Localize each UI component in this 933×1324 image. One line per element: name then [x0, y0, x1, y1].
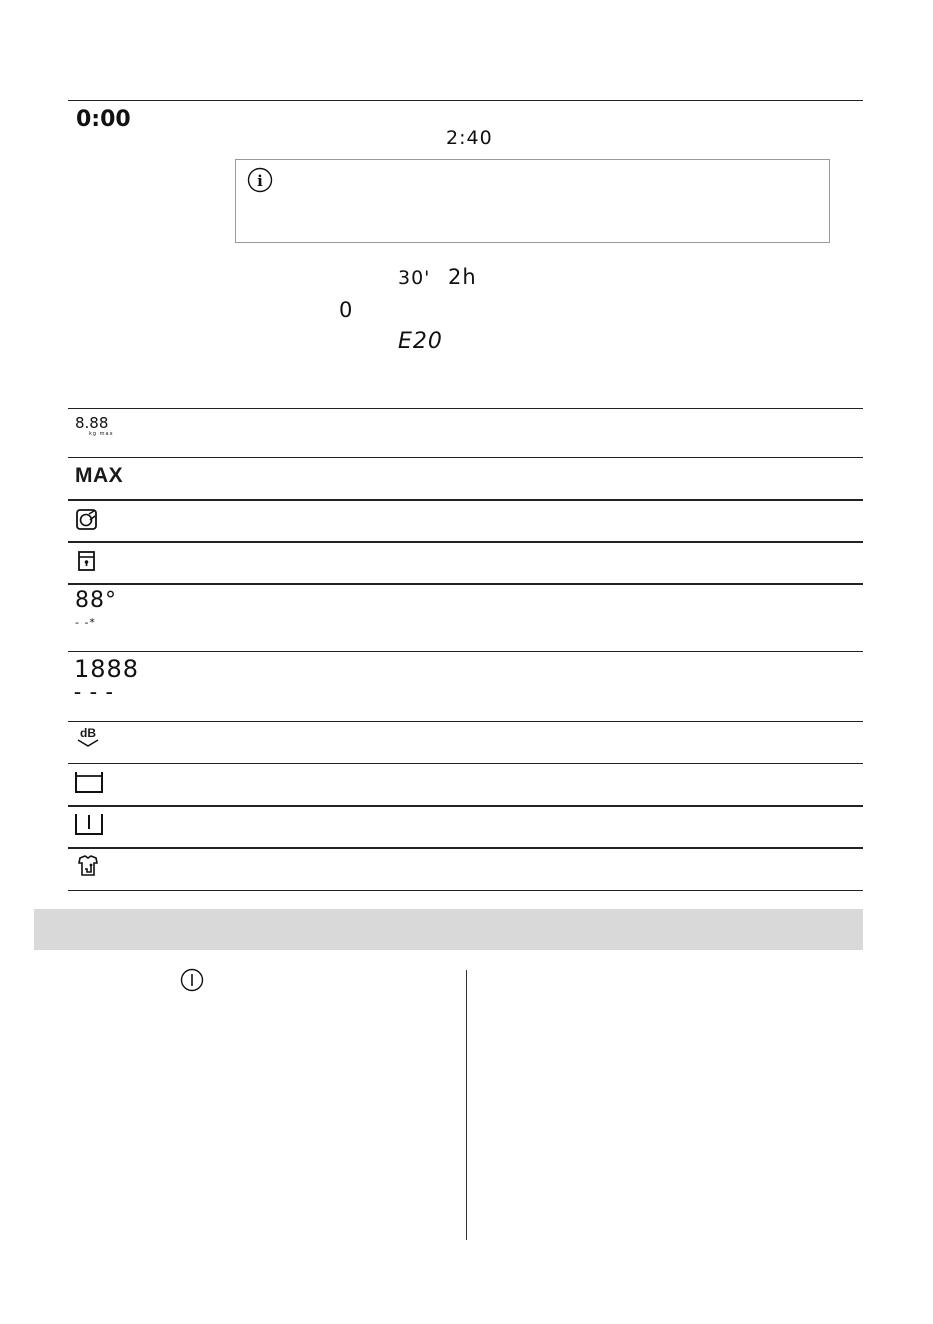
delay-min-symbol: 30' [398, 267, 431, 289]
row-rule-6 [68, 651, 863, 652]
error-code-symbol: E20 [398, 329, 443, 354]
drum-icon [74, 770, 104, 798]
column-divider [466, 970, 467, 1240]
load-display-symbol [75, 414, 114, 437]
rinse-icon [74, 812, 104, 840]
row-rule-5 [68, 583, 863, 585]
load-sub: kg max [89, 431, 114, 437]
row-rule-7 [68, 721, 863, 722]
row-rule-8 [68, 763, 863, 764]
row-rule-11 [68, 890, 863, 891]
row-rule-2 [68, 457, 863, 458]
time-display-symbol: 0:00 [76, 107, 131, 132]
row-rule-1 [68, 408, 863, 409]
zero-symbol: 0 [339, 298, 354, 322]
shirt-icon [76, 854, 100, 882]
power-icon [180, 968, 204, 996]
delay-max-symbol: 2h [448, 265, 477, 289]
temperature-sub: - -* [75, 616, 96, 629]
temperature-main: 88° [75, 588, 117, 613]
row-rule-3 [68, 499, 863, 501]
spin-main: 1888 [74, 655, 140, 683]
db-label: dB [80, 726, 96, 740]
door-lock-icon [77, 550, 97, 576]
silent-mode-icon [76, 727, 100, 748]
top-rule [68, 100, 863, 101]
row-rule-4 [68, 541, 863, 543]
info-icon [247, 167, 273, 197]
spin-sub: – – – [74, 685, 115, 701]
load-main: 8.88 [75, 414, 109, 432]
info-note-box [235, 159, 830, 243]
section-header-bar [34, 909, 863, 950]
svg-text:i: i [257, 172, 263, 190]
max-symbol: MAX [75, 464, 124, 487]
row-rule-10 [68, 847, 863, 849]
duration-example-symbol: 2:40 [446, 127, 493, 149]
temperature-display-symbol [75, 588, 117, 629]
steam-care-icon [75, 508, 99, 536]
row-rule-9 [68, 805, 863, 807]
spin-display-symbol [74, 655, 139, 701]
